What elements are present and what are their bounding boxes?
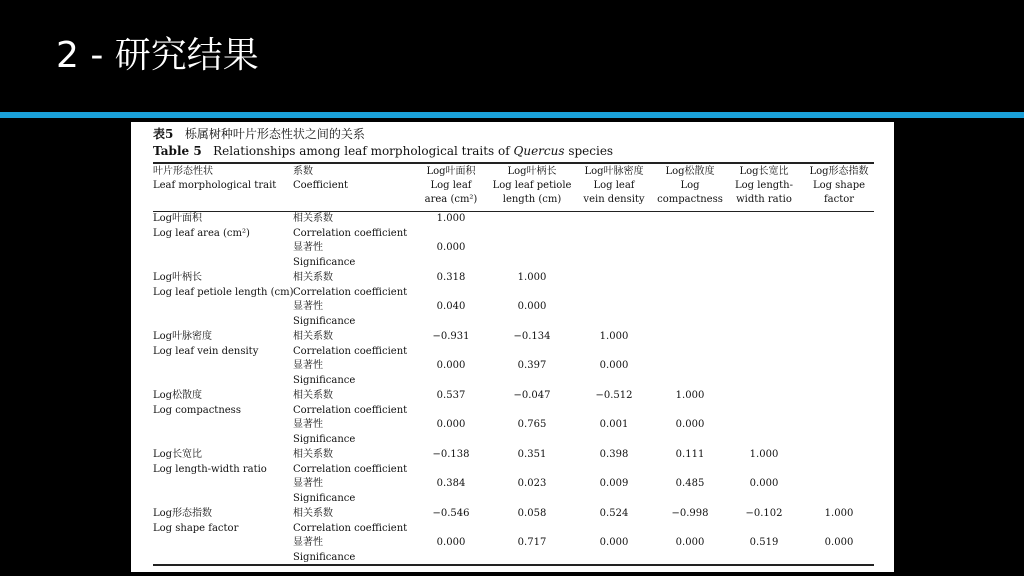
coef-corr-zh: 相关系数 bbox=[293, 272, 333, 283]
coef-corr-en: Correlation coefficient bbox=[293, 227, 408, 239]
header-en: Log bbox=[680, 180, 700, 191]
coef-sig-zh: 显著性 bbox=[293, 478, 323, 490]
row-trait-en: Log length-width ratio bbox=[153, 463, 267, 475]
sig-value: 0.000 bbox=[436, 537, 466, 549]
row-trait-zh: Log长宽比 bbox=[153, 449, 203, 460]
coef-sig-en: Significance bbox=[293, 493, 356, 505]
header-en-2: compactness bbox=[657, 194, 723, 205]
caption-zh-text: 栎属树种叶片形态性状之间的关系 bbox=[184, 127, 365, 141]
row-trait-zh: Log叶脉密度 bbox=[153, 331, 213, 342]
corr-value: 0.537 bbox=[436, 390, 466, 401]
coef-sig-en: Significance bbox=[293, 552, 356, 564]
sig-value: 0.009 bbox=[599, 478, 629, 490]
corr-value: −0.931 bbox=[432, 331, 470, 342]
coef-sig-en: Significance bbox=[293, 434, 356, 446]
corr-value: −0.047 bbox=[513, 390, 551, 401]
header-zh: Log形态指数 bbox=[809, 166, 869, 177]
caption-en-label: Table 5 bbox=[153, 144, 202, 158]
corr-value: −0.102 bbox=[745, 508, 783, 519]
row-trait-en: Log leaf area (cm²) bbox=[153, 227, 250, 239]
coef-sig-zh: 显著性 bbox=[293, 537, 323, 549]
coef-sig-zh: 显著性 bbox=[293, 419, 323, 431]
sig-value: 0.001 bbox=[599, 419, 629, 431]
sig-value: 0.000 bbox=[599, 360, 629, 372]
corr-value: 0.524 bbox=[599, 508, 629, 519]
coef-corr-zh: 相关系数 bbox=[293, 449, 333, 460]
coef-corr-en: Correlation coefficient bbox=[293, 463, 408, 475]
header-zh: Log松散度 bbox=[665, 166, 715, 177]
row-trait-en: Log compactness bbox=[153, 404, 241, 416]
corr-value: 1.000 bbox=[599, 331, 629, 342]
coef-corr-zh: 相关系数 bbox=[293, 331, 333, 342]
header-en: Log leaf bbox=[430, 180, 472, 191]
coef-sig-zh: 显著性 bbox=[293, 242, 323, 254]
row-trait-zh: Log叶柄长 bbox=[153, 272, 203, 283]
table-top-rule bbox=[153, 162, 874, 164]
corr-value: 1.000 bbox=[749, 449, 779, 460]
sig-value: 0.000 bbox=[436, 242, 466, 254]
slide-title: 2 - 研究结果 bbox=[56, 35, 259, 76]
sig-value: 0.384 bbox=[436, 478, 466, 490]
sig-value: 0.000 bbox=[749, 478, 779, 490]
row-trait-zh: Log松散度 bbox=[153, 390, 203, 401]
header-zh: 叶片形态性状 bbox=[153, 166, 213, 177]
table-bottom-rule bbox=[153, 564, 874, 566]
row-trait-en: Log leaf vein density bbox=[153, 345, 259, 357]
sig-value: 0.000 bbox=[675, 537, 705, 549]
coef-sig-zh: 显著性 bbox=[293, 360, 323, 372]
caption-zh-label: 表5 bbox=[153, 127, 174, 141]
sig-value: 0.000 bbox=[824, 537, 854, 549]
caption-en-tail: species bbox=[564, 144, 614, 158]
sig-value: 0.485 bbox=[675, 478, 705, 490]
header-zh: Log叶面积 bbox=[426, 166, 476, 177]
sig-value: 0.519 bbox=[749, 537, 779, 549]
sig-value: 0.000 bbox=[517, 301, 547, 313]
corr-value: 1.000 bbox=[517, 272, 547, 283]
corr-value: 1.000 bbox=[675, 390, 705, 401]
header-en-2: width ratio bbox=[736, 194, 792, 205]
header-en: Leaf morphological trait bbox=[153, 180, 277, 191]
header-zh: Log叶柄长 bbox=[507, 166, 557, 177]
corr-value: 0.318 bbox=[436, 272, 466, 283]
header-en: Log length- bbox=[734, 180, 794, 191]
coef-corr-zh: 相关系数 bbox=[293, 508, 333, 519]
sig-value: 0.000 bbox=[436, 419, 466, 431]
sig-value: 0.397 bbox=[517, 360, 547, 372]
accent-bar bbox=[0, 112, 1024, 118]
corr-value: 0.058 bbox=[517, 508, 547, 519]
corr-value: −0.998 bbox=[671, 508, 709, 519]
sig-value: 0.000 bbox=[675, 419, 705, 431]
corr-value: 0.111 bbox=[675, 449, 705, 460]
header-en-2: vein density bbox=[583, 194, 645, 205]
row-trait-zh: Log叶面积 bbox=[153, 213, 203, 224]
sig-value: 0.023 bbox=[517, 478, 547, 490]
coef-sig-en: Significance bbox=[293, 316, 356, 328]
caption-en-text: Relationships among leaf morphological traits of bbox=[213, 144, 514, 158]
sig-value: 0.000 bbox=[436, 360, 466, 372]
corr-value: 0.351 bbox=[517, 449, 547, 460]
corr-value: −0.138 bbox=[432, 449, 470, 460]
caption-en bbox=[153, 144, 613, 159]
corr-value: −0.512 bbox=[595, 390, 633, 401]
table-figure bbox=[131, 122, 894, 572]
header-en: Log leaf petiole bbox=[492, 180, 572, 191]
header-en: Coefficient bbox=[293, 180, 349, 191]
header-en: Log shape bbox=[812, 180, 866, 191]
table-header-rule bbox=[153, 211, 874, 212]
header-en: Log leaf bbox=[593, 180, 635, 191]
header-zh: Log长宽比 bbox=[739, 166, 789, 177]
row-trait-en: Log leaf petiole length (cm) bbox=[153, 286, 294, 298]
sig-value: 0.717 bbox=[517, 537, 547, 549]
header-zh: Log叶脉密度 bbox=[584, 166, 644, 177]
coef-corr-zh: 相关系数 bbox=[293, 390, 333, 401]
coef-corr-en: Correlation coefficient bbox=[293, 404, 408, 416]
header-zh: 系数 bbox=[293, 166, 313, 177]
sig-value: 0.765 bbox=[517, 419, 547, 431]
caption-zh bbox=[153, 127, 365, 142]
corr-value: −0.134 bbox=[513, 331, 551, 342]
coef-sig-en: Significance bbox=[293, 257, 356, 269]
row-trait-zh: Log形态指数 bbox=[153, 508, 213, 519]
corr-value: −0.546 bbox=[432, 508, 470, 519]
coef-corr-en: Correlation coefficient bbox=[293, 345, 408, 357]
caption-en-genus: Quercus bbox=[513, 144, 565, 158]
coef-sig-en: Significance bbox=[293, 375, 356, 387]
corr-value: 0.398 bbox=[599, 449, 629, 460]
sig-value: 0.040 bbox=[436, 301, 466, 313]
corr-value: 1.000 bbox=[436, 213, 466, 224]
header-en-2: length (cm) bbox=[502, 194, 562, 205]
coef-corr-zh: 相关系数 bbox=[293, 213, 333, 224]
header-en-2: factor bbox=[823, 194, 855, 205]
row-trait-en: Log shape factor bbox=[153, 522, 239, 534]
corr-value: 1.000 bbox=[824, 508, 854, 519]
sig-value: 0.000 bbox=[599, 537, 629, 549]
coef-sig-zh: 显著性 bbox=[293, 301, 323, 313]
header-en-2: area (cm²) bbox=[424, 194, 478, 205]
coef-corr-en: Correlation coefficient bbox=[293, 522, 408, 534]
coef-corr-en: Correlation coefficient bbox=[293, 286, 408, 298]
